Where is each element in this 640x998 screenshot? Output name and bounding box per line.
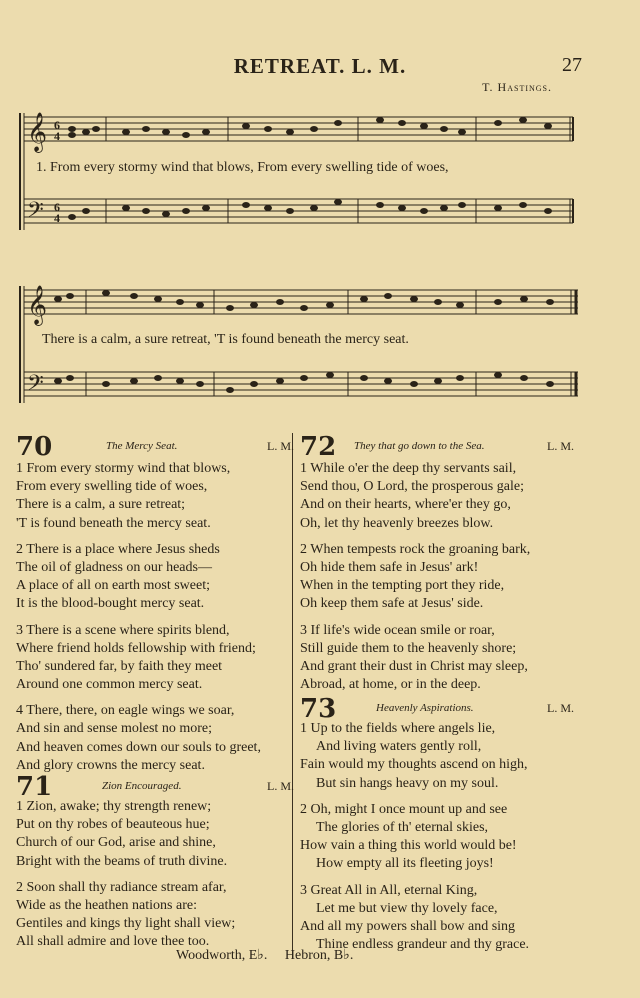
- verse-line: It is the blood-bought mercy seat.: [16, 596, 205, 612]
- verse-line: 2 When tempests rock the groaning bark,: [300, 541, 531, 557]
- verse-line: Wide as the heathen nations are:: [16, 897, 197, 913]
- verse-line: Fain would my thoughts ascend on high,: [300, 757, 528, 773]
- hymn-number: 71: [16, 772, 53, 802]
- verse-line: And heaven comes down our souls to greet,: [16, 739, 261, 755]
- hymn-meter: L. M.: [547, 701, 574, 715]
- verse: [300, 541, 578, 614]
- hymn-number: 72: [300, 432, 337, 462]
- verse-line: 1 Zion, awake; thy strength renew;: [16, 799, 212, 814]
- page-number: 27: [562, 54, 582, 76]
- verse-line: Gentiles and kings thy light shall view;: [16, 916, 236, 932]
- hymn-meter: L. M.: [547, 439, 574, 453]
- hymn-title: They that go down to the Sea.: [354, 440, 485, 452]
- verse-line: When in the tempting port they ride,: [300, 578, 505, 594]
- verse: [16, 541, 294, 614]
- verse: [16, 702, 294, 775]
- verse-line: And sin and sense molest no more;: [16, 721, 212, 737]
- music-lyric-line-1: 1. From every stormy wind that blows, From every swelling tide of woes,: [36, 160, 449, 175]
- verse: [16, 460, 294, 533]
- hymn-meter: L. M.: [267, 779, 294, 793]
- verse: [300, 460, 578, 533]
- svg-text:𝄢: 𝄢: [27, 198, 44, 228]
- verse-line: Around one common mercy seat.: [16, 677, 203, 693]
- verse: [16, 798, 294, 871]
- verse-line: How vain a thing this world would be!: [300, 838, 517, 854]
- verse-line: 2 There is a place where Jesus sheds: [16, 541, 220, 557]
- verse-line: All shall admire and love thee too.: [16, 934, 210, 950]
- svg-text:6: 6: [54, 200, 60, 214]
- music-lyric-line-2: There is a calm, a sure retreat, 'T is found beneath the mercy seat.: [42, 332, 409, 347]
- verse-line: 2 Soon shall thy radiance stream afar,: [16, 879, 227, 895]
- svg-text:6: 6: [54, 118, 60, 132]
- verse-line: Put on thy robes of beauteous hue;: [16, 817, 210, 833]
- verse-line: How empty all its fleeting joys!: [316, 856, 494, 872]
- verse-line: Bright with the beams of truth divine.: [16, 853, 228, 869]
- composer-credit: T. Hastings.: [482, 80, 552, 94]
- verse: [300, 720, 578, 793]
- verse-line: From every swelling tide of woes,: [16, 479, 208, 495]
- verse-line: 1 Up to the fields where angels lie,: [300, 721, 496, 736]
- hymn-number: 70: [16, 432, 53, 462]
- hymn-73: [300, 694, 578, 954]
- verse-line: Oh hide them safe in Jesus' ark!: [300, 559, 479, 575]
- verse-line: The glories of th' eternal skies,: [316, 819, 489, 835]
- verse-line: Let me but view thy lovely face,: [316, 900, 498, 916]
- verse-line: Abroad, at home, or in the deep.: [300, 677, 481, 693]
- verse-line: Thine endless grandeur and thy grace.: [316, 937, 530, 953]
- hymn-title: The Mercy Seat.: [106, 440, 178, 452]
- verse-line: Oh keep them safe at Jesus' side.: [300, 596, 484, 612]
- verse-line: 2 Oh, might I once mount up and see: [300, 801, 508, 817]
- hymn-title: Heavenly Aspirations.: [376, 702, 474, 714]
- verse-line: And living waters gently roll,: [316, 739, 482, 755]
- verse-line: 1 From every stormy wind that blows,: [16, 461, 231, 476]
- verse-line: There is a calm, a sure retreat;: [16, 497, 186, 513]
- verse-line: And grant their dust in Christ may sleep,: [300, 658, 528, 674]
- verse-line: Tho' sundered far, by faith they meet: [16, 658, 223, 674]
- verse: [300, 622, 578, 695]
- svg-text:4: 4: [54, 211, 60, 225]
- svg-text:4: 4: [54, 129, 60, 143]
- verse-line: Still guide them to the heavenly shore;: [300, 640, 517, 656]
- verse-line: And on their hearts, where'er they go,: [300, 497, 511, 513]
- verse-line: Send thou, O Lord, the prosperous gale;: [300, 479, 524, 495]
- hymn-number: 73: [300, 694, 337, 724]
- verse: [300, 801, 578, 874]
- verse: [16, 622, 294, 695]
- svg-text:𝄢: 𝄢: [27, 371, 44, 401]
- verse-line: And glory crowns the mercy seat.: [16, 757, 205, 773]
- verse: [16, 879, 294, 952]
- verse-line: 3 There is a scene where spirits blend,: [16, 622, 230, 638]
- verse-line: 4 There, there, on eagle wings we soar,: [16, 703, 235, 719]
- verse-line: 3 Great All in All, eternal King,: [300, 882, 478, 898]
- hymn-meter: L. M.: [267, 439, 294, 453]
- verse-line: Where friend holds fellowship with friend;: [16, 640, 256, 656]
- verse-line: 3 If life's wide ocean smile or roar,: [300, 622, 495, 638]
- verse-line: A place of all on earth most sweet;: [16, 578, 210, 594]
- hymn-71: [16, 772, 294, 952]
- hymn-title: Zion Encouraged.: [102, 780, 182, 792]
- verse-line: 1 While o'er the deep thy servants sail,: [300, 461, 517, 476]
- svg-text:𝄞: 𝄞: [27, 285, 48, 325]
- verse-line: Oh, let thy heavenly breezes blow.: [300, 515, 494, 531]
- verse-line: But sin hangs heavy on my soul.: [316, 775, 499, 791]
- page-title: RETREAT. L. M.: [233, 54, 407, 78]
- verse-line: The oil of gladness on our heads—: [16, 559, 212, 575]
- verse: [300, 882, 578, 955]
- hymn-72: [300, 432, 578, 694]
- verse-line: 'T is found beneath the mercy seat.: [16, 515, 211, 531]
- alternate-tunes: Woodworth, E♭. Hebron, B♭.: [176, 948, 354, 963]
- svg-text:𝄞: 𝄞: [27, 112, 48, 152]
- verse-line: Church of our God, arise and shine,: [16, 835, 216, 851]
- verse-line: And all my powers shall bow and sing: [300, 918, 516, 934]
- hymn-70: [16, 432, 294, 775]
